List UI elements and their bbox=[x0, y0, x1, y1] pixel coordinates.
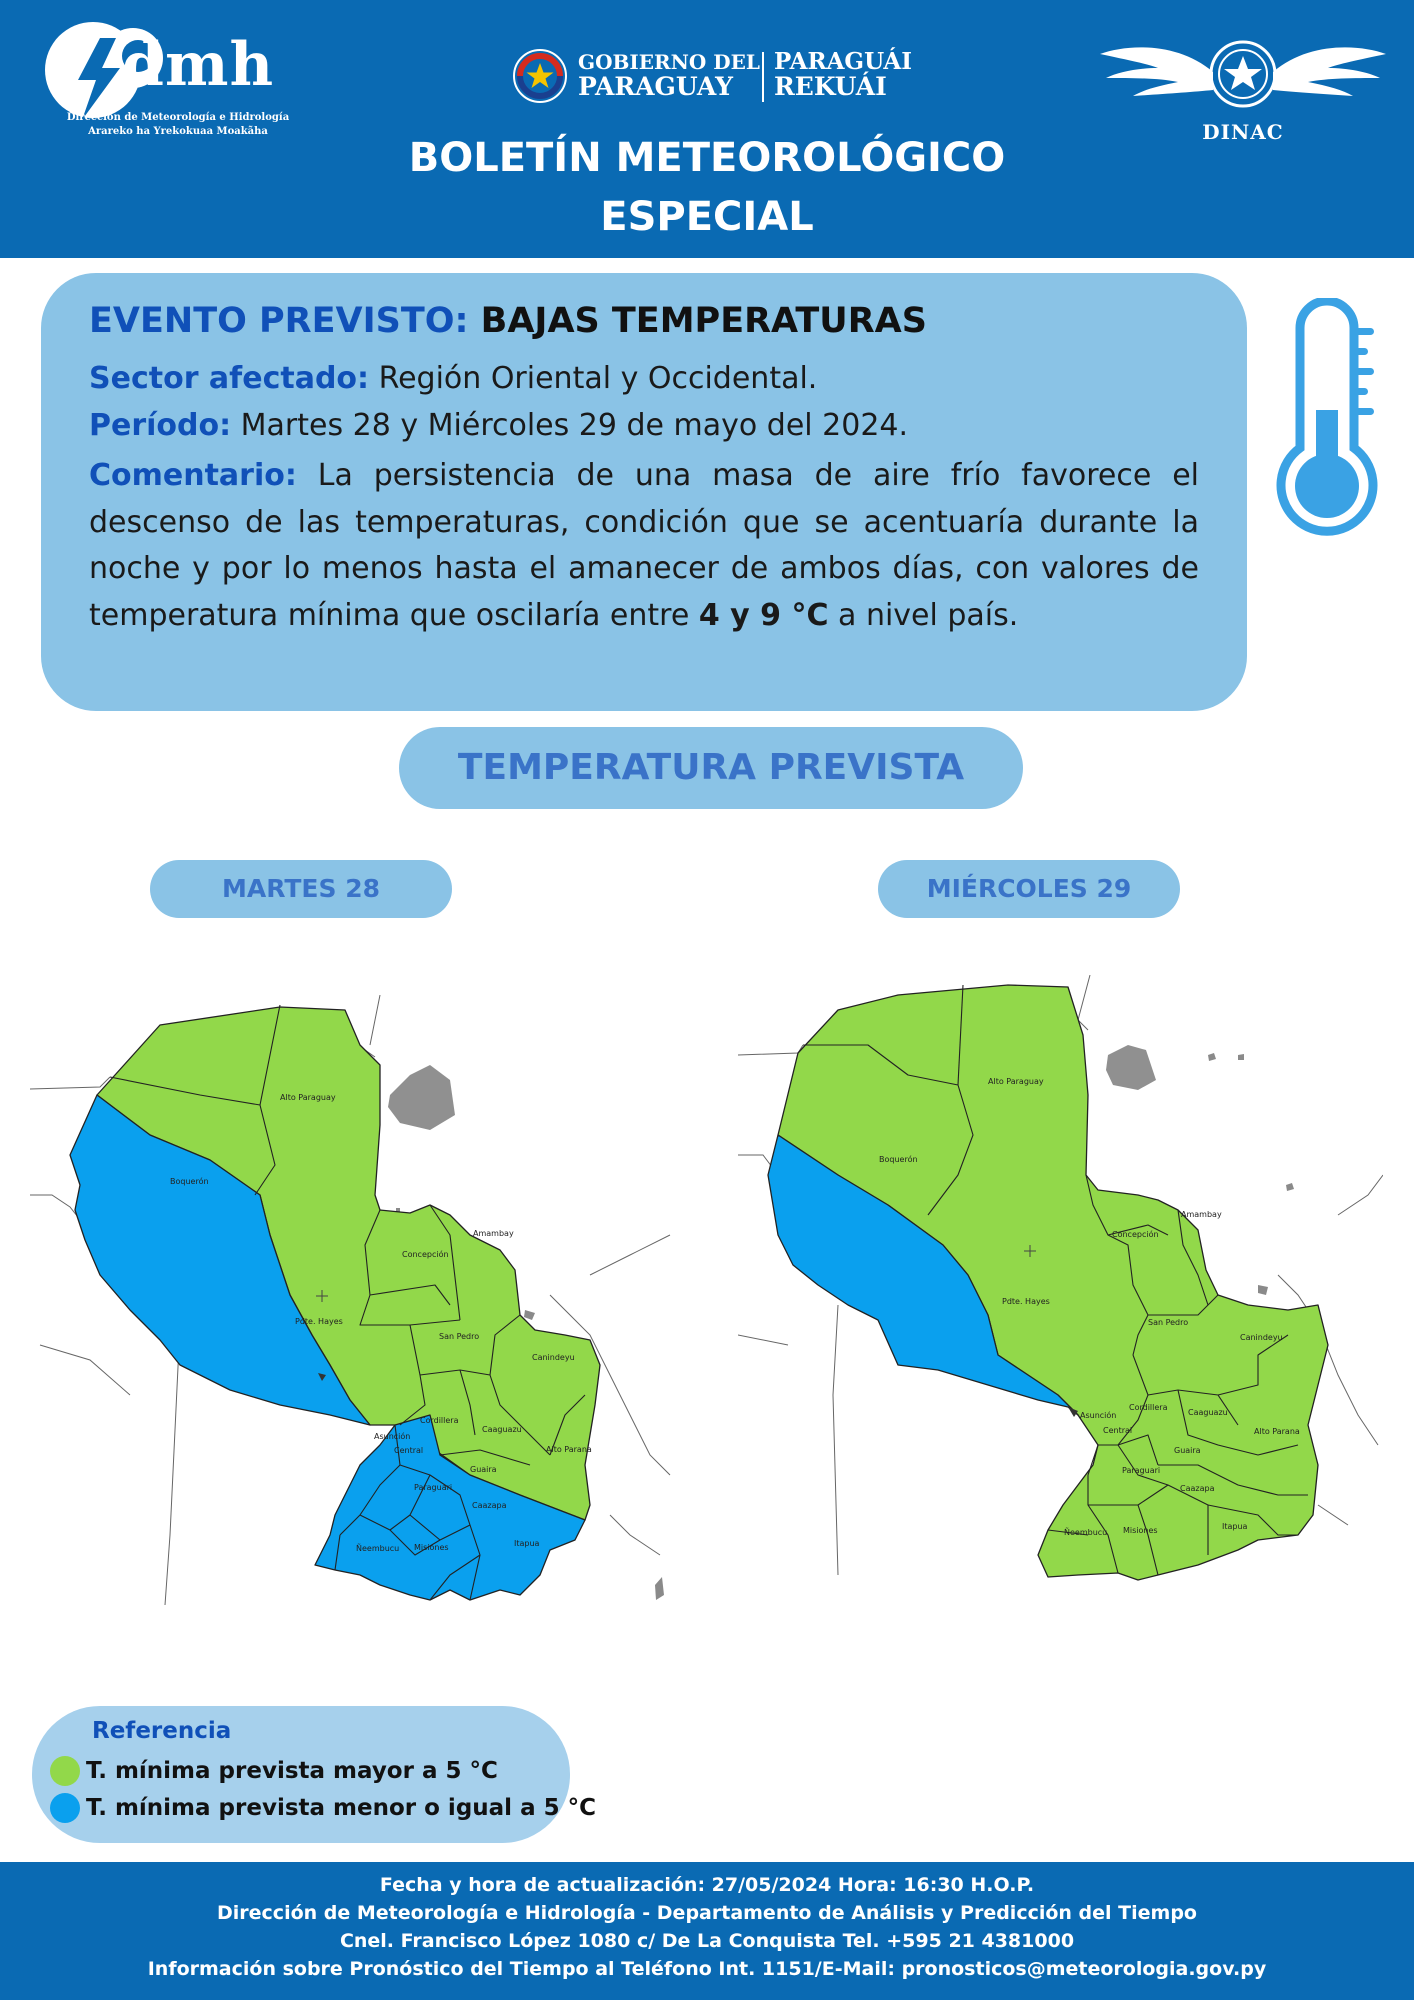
footer-address: Cnel. Francisco López 1080 c/ De La Conquista Tel. +595 21 4381000 bbox=[339, 1930, 1075, 1952]
period-key: Período: bbox=[89, 408, 232, 443]
bulletin-subtitle: ESPECIAL bbox=[600, 194, 814, 240]
legend-label: T. mínima prevista menor o igual a 5 °C bbox=[86, 1795, 596, 1821]
bulletin-title: BOLETÍN METEOROLÓGICO bbox=[408, 135, 1006, 181]
label-paraguari: Paraguari bbox=[1122, 1466, 1161, 1475]
label-cordillera: Cordillera bbox=[420, 1416, 459, 1425]
label-guaira: Guaira bbox=[470, 1465, 497, 1474]
label-guaira: Guaira bbox=[1174, 1446, 1201, 1455]
period-value: Martes 28 y Miércoles 29 de mayo del 2024. bbox=[240, 408, 909, 443]
comment-key: Comentario: bbox=[89, 458, 297, 493]
sector-line bbox=[89, 361, 1199, 396]
day-label-wednesday: MIÉRCOLES 29 bbox=[878, 860, 1180, 918]
gov-right-line2: REKUÁI bbox=[774, 72, 887, 101]
section-title: TEMPERATURA PREVISTA bbox=[399, 727, 1023, 809]
gov-divider bbox=[762, 52, 764, 102]
label-cordillera: Cordillera bbox=[1129, 1403, 1168, 1412]
label-san-pedro: San Pedro bbox=[439, 1332, 480, 1341]
label-alto-paraguay: Alto Paraguay bbox=[280, 1093, 336, 1102]
label-san-pedro: San Pedro bbox=[1148, 1318, 1189, 1327]
legend-panel bbox=[32, 1706, 596, 1843]
label-canindeyu: Canindeyu bbox=[532, 1353, 575, 1362]
label-neembucu: Ñeembucu bbox=[1064, 1528, 1108, 1537]
dinac-label: DINAC bbox=[1202, 120, 1284, 144]
dmh-subtitle-guarani: Arareko ha Yrekokuaa Moakãha bbox=[88, 126, 268, 137]
event-value: BAJAS TEMPERATURAS bbox=[480, 301, 927, 341]
header-banner bbox=[0, 0, 1414, 258]
event-heading bbox=[89, 301, 927, 341]
period-line bbox=[89, 408, 1199, 443]
label-caaguazu: Caaguazu bbox=[482, 1425, 522, 1434]
temperature-range: 4 y 9 °C bbox=[698, 597, 829, 633]
gov-right-line1: PARAGUÁI bbox=[774, 48, 913, 75]
legend-title: Referencia bbox=[92, 1718, 232, 1744]
day-label-tuesday: MARTES 28 bbox=[150, 860, 452, 918]
label-caazapa: Caazapa bbox=[472, 1501, 507, 1510]
label-asuncion: Asunción bbox=[374, 1432, 411, 1441]
label-pdte-hayes: Pdte. Hayes bbox=[295, 1317, 343, 1326]
footer-update-time: Fecha y hora de actualización: 27/05/2024 Hora: 16:30 H.O.P. bbox=[379, 1874, 1035, 1896]
event-info-panel bbox=[41, 273, 1247, 711]
thermometer-icon bbox=[1272, 298, 1382, 543]
label-paraguari: Paraguari bbox=[414, 1483, 453, 1492]
label-central: Central bbox=[1103, 1426, 1133, 1435]
label-pdte-hayes: Pdte. Hayes bbox=[1002, 1297, 1050, 1306]
footer-contact: Información sobre Pronóstico del Tiempo al Teléfono Int. 1151/E-Mail: pronosticos@meteorologia.gov.py bbox=[147, 1958, 1267, 1980]
label-boqueron: Boquerón bbox=[879, 1155, 918, 1164]
label-canindeyu: Canindeyu bbox=[1240, 1333, 1283, 1342]
label-itapua: Itapua bbox=[514, 1539, 540, 1548]
paraguay-seal-icon bbox=[512, 48, 568, 104]
label-caazapa: Caazapa bbox=[1180, 1484, 1215, 1493]
footer-department: Dirección de Meteorología e Hidrología - Departamento de Análisis y Predicción del Tiempo bbox=[217, 1902, 1197, 1924]
label-alto-paraguay: Alto Paraguay bbox=[988, 1077, 1044, 1086]
label-concepcion: Concepción bbox=[1112, 1230, 1159, 1239]
gov-left-line2: PARAGUAY bbox=[578, 72, 733, 101]
label-amambay: Amambay bbox=[1181, 1210, 1222, 1219]
label-amambay: Amambay bbox=[473, 1229, 514, 1238]
label-central: Central bbox=[394, 1446, 424, 1455]
comment-text-end: a nivel país. bbox=[838, 597, 1019, 633]
label-caaguazu: Caaguazu bbox=[1188, 1408, 1228, 1417]
comment-text: La persistencia de una masa de aire frío favorece el descenso de las temperaturas, condición que se acentuaría durante la noche y por lo menos hasta el amanecer de ambos días, con valores de temperatura mínima que oscilaría entre bbox=[89, 458, 1199, 633]
label-misiones: Misiones bbox=[414, 1543, 449, 1552]
label-misiones: Misiones bbox=[1123, 1526, 1158, 1535]
map-tuesday bbox=[30, 995, 675, 1610]
label-concepcion: Concepción bbox=[402, 1250, 449, 1259]
gov-left-line1: GOBIERNO DEL bbox=[578, 50, 760, 74]
footer-banner bbox=[0, 1862, 1414, 2000]
dmh-wordmark: dmh bbox=[122, 30, 275, 100]
winged-emblem-icon bbox=[1098, 32, 1388, 122]
comment-paragraph bbox=[89, 453, 1199, 639]
label-alto-parana: Alto Parana bbox=[1254, 1427, 1300, 1436]
label-boqueron: Boquerón bbox=[170, 1177, 209, 1186]
dinac-logo bbox=[1098, 32, 1388, 147]
gobierno-logo bbox=[512, 48, 932, 108]
label-itapua: Itapua bbox=[1222, 1522, 1248, 1531]
green-dot-icon bbox=[50, 1756, 80, 1786]
dmh-subtitle: Dirección de Meteorología e Hidrología bbox=[66, 112, 290, 123]
sector-value: Región Oriental y Occidental. bbox=[378, 361, 818, 396]
label-asuncion: Asunción bbox=[1080, 1411, 1117, 1420]
legend-label: T. mínima prevista mayor a 5 °C bbox=[86, 1758, 498, 1784]
blue-dot-icon bbox=[50, 1793, 80, 1823]
label-neembucu: Ñeembucu bbox=[356, 1544, 400, 1553]
sector-key: Sector afectado: bbox=[89, 361, 370, 396]
event-key: EVENTO PREVISTO: bbox=[89, 301, 469, 341]
map-wednesday bbox=[738, 975, 1383, 1595]
label-alto-parana: Alto Parana bbox=[546, 1445, 592, 1454]
